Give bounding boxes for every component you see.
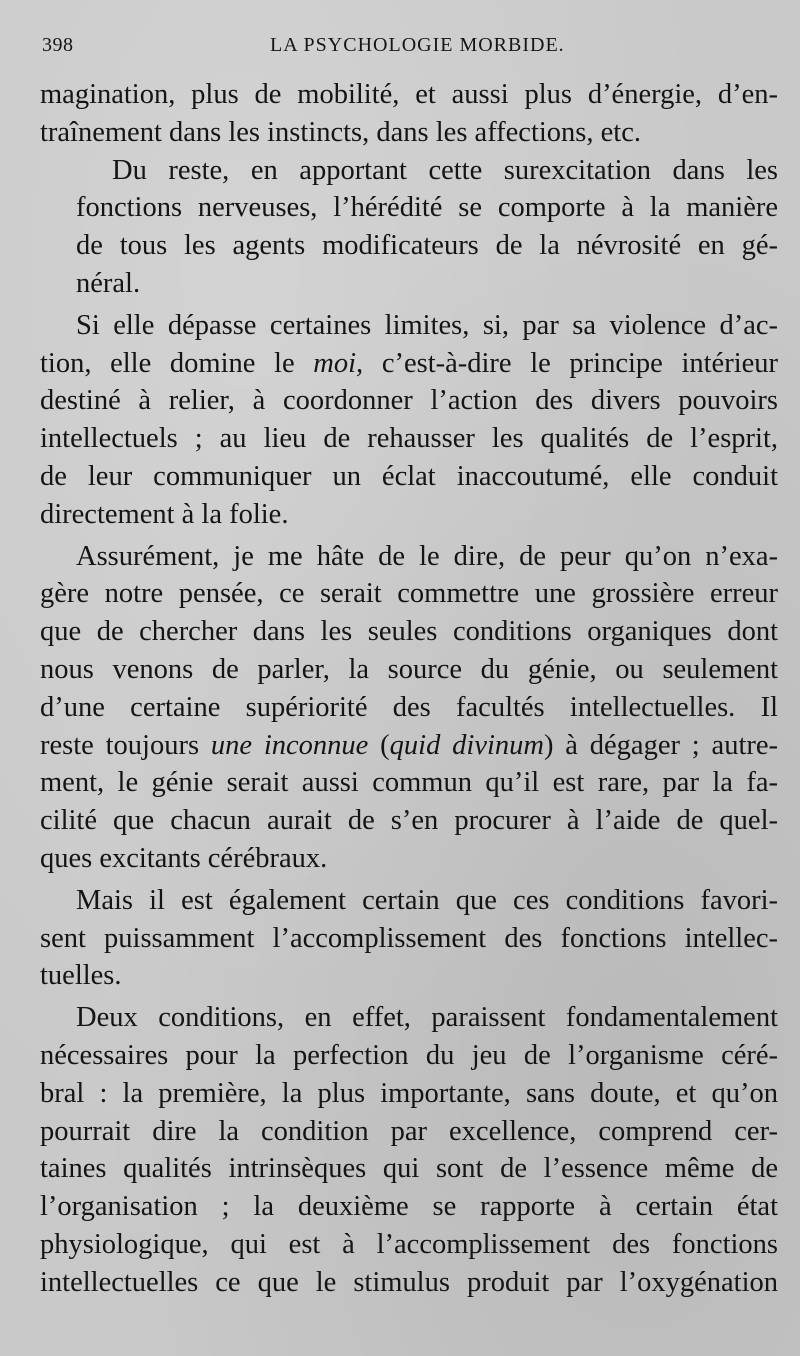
text-line: d’une certaine supériorité des facultés intellectuelles. Il [40,691,778,723]
italic-word: moi, [313,347,364,379]
text-line: cilité que chacun aurait de s’en procurer à l’aide de quel- [40,805,778,837]
text-line: fonctions nerveuses, l’hérédité se comporte à la manière [76,192,778,224]
paragraph-1 [40,76,778,152]
text-line: nous venons de parler, la source du génie, ou seulement [40,653,778,685]
text-line: gère notre pensée, ce serait commettre une grossière erreur [40,578,778,610]
text-line: traînement dans les instincts, dans les affections, etc. [40,116,641,148]
running-title: LA PSYCHOLOGIE MORBIDE. [270,34,565,56]
text-line: tuelles. [40,960,122,992]
text-line: destiné à relier, à coordonner l’action des divers pouvoirs [40,385,778,417]
page-number: 398 [42,34,74,56]
text-segment: tion, elle domine le [40,347,314,379]
text-line: que de chercher dans les seules conditions organiques dont [40,616,778,648]
text-segment: reste toujours [40,729,211,761]
text-line: magination, plus de mobilité, et aussi plus d’énergie, d’en- [40,79,778,110]
text-line: taines qualités intrinsèques qui sont de l’essence même de [40,1153,778,1185]
text-segment: ) à dégager ; autre- [543,729,778,761]
text-line: sent puissamment l’accomplissement des fonctions intellec- [40,922,778,954]
running-head [40,30,770,60]
text-line: de leur communiquer un éclat inaccoutumé, elle conduit [40,460,778,492]
paragraph-3 [40,307,778,534]
text-line: ques excitants cérébraux. [40,842,328,874]
paragraph-4 [40,538,778,878]
text-line: directement à la folie. [40,498,289,530]
text-line: physiologique, qui est à l’accomplissement des fonctions [40,1228,778,1260]
text-line [40,727,778,765]
text-line: bral : la première, la plus importante, sans doute, et qu’on [40,1077,778,1109]
text-line: Deux conditions, en effet, paraissent fondamentalement [76,1002,778,1034]
text-line: pourrait dire la condition par excellence, comprend cer- [40,1115,778,1147]
text-line: intellectuels ; au lieu de rehausser les qualités de l’esprit, [40,423,778,455]
text-line: l’organisation ; la deuxième se rapporte à certain état [40,1191,778,1223]
text-segment: ( [368,729,390,761]
text-line: Mais il est également certain que ces conditions favori- [76,884,778,916]
text-line: intellectuelles ce que le stimulus produit par l’oxygénation [40,1266,778,1298]
paragraph-5 [40,882,778,995]
text-segment: c’est-à-dire le principe intérieur [363,347,778,379]
italic-phrase: une inconnue [210,729,369,761]
paragraph-2 [40,152,778,303]
body-text [40,76,778,1302]
text-line: ment, le génie serait aussi commun qu’il est rare, par la fa- [40,767,778,799]
text-line: néral. [76,267,141,299]
paragraph-6 [40,999,778,1301]
italic-phrase: quid divinum [389,729,544,761]
text-line: Assurément, je me hâte de le dire, de peur qu’on n’exa- [76,540,778,572]
text-line: nécessaires pour la perfection du jeu de l’organisme céré- [40,1039,778,1071]
text-line [40,345,778,383]
text-line: de tous les agents modificateurs de la névrosité en gé- [76,230,778,262]
text-line: Si elle dépasse certaines limites, si, par sa violence d’ac- [76,309,778,341]
text-line: Du reste, en apportant cette surexcitation dans les [112,154,778,186]
